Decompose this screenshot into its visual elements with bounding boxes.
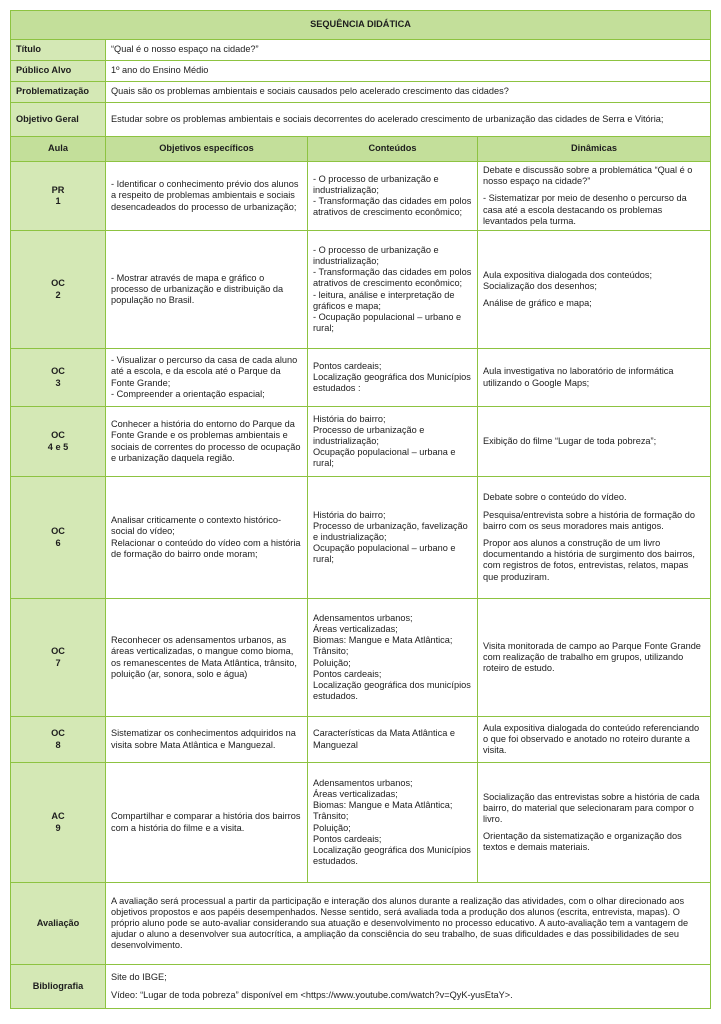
objetivos-cell: [106, 763, 308, 883]
aula-cell: [11, 231, 106, 349]
dinamicas-item: Pesquisa/entrevista sobre a história de formação do bairro com os seus moradores mais antigos.: [483, 509, 695, 531]
aula-cell: [11, 162, 106, 231]
conteudos-item: Pontos cardeais;: [313, 668, 382, 679]
aula-number: 1: [55, 196, 61, 207]
aula-cell: [11, 349, 106, 407]
dinamicas-item: Aula expositiva dialogada dos conteúdos; Socialização dos desenhos;: [483, 269, 653, 291]
dinamicas-cell: [478, 349, 711, 407]
conteudos-item: Áreas verticalizadas;: [313, 623, 398, 634]
table-row: [11, 162, 711, 231]
conteudos-cell: [308, 162, 478, 231]
objetivos-item: Analisar criticamente o contexto histórico-social do vídeo;: [111, 515, 282, 537]
table-row: [11, 407, 711, 477]
column-header-row: [11, 137, 711, 162]
dinamicas-item: Exibição do filme “Lugar de toda pobreza”;: [483, 435, 657, 446]
publico-value: 1º ano do Ensino Médio: [106, 61, 711, 82]
conteudos-item: Trânsito;: [313, 811, 349, 822]
aula-number: 3: [55, 377, 61, 388]
table-row: [11, 763, 711, 883]
conteudos-item: - O processo de urbanização e industrialização;: [313, 244, 439, 266]
column-header: Objetivos específicos: [106, 137, 308, 162]
objetivos-item: Conhecer a história do entorno do Parque da Fonte Grande e os problemas ambientais e sociais de correntes do processo de ocupação e urbanização daquela região.: [111, 419, 301, 463]
conteudos-item: Poluição;: [313, 657, 351, 668]
conteudos-item: História do bairro;: [313, 509, 386, 520]
dinamicas-cell: [478, 162, 711, 231]
conteudos-cell: [308, 349, 478, 407]
conteudos-item: Biomas: Mangue e Mata Atlântica;: [313, 800, 453, 811]
dinamicas-cell: [478, 477, 711, 599]
conteudos-cell: [308, 599, 478, 717]
aula-number: 8: [55, 739, 61, 750]
dinamicas-item: - Sistematizar por meio de desenho o percurso da casa até a escola destacando os problemas levantados pela turma.: [483, 193, 687, 226]
conteudos-item: Características da Mata Atlântica e Manguezal: [313, 728, 455, 750]
aula-type: PR: [51, 184, 65, 195]
avaliacao-text: A avaliação será processual a partir da participação e interação dos alunos durante a realização das atividades, com o olhar direcionado aos objetivos propostos e aos papéis desempenhados. Nesse sentido, será avaliada toda a produção dos alunos (escrita, entrevista, mapas). O próprio aluno pode se auto-avaliar considerando sua atuação e desenvolvimento no processo educativo. A auto-avaliação tem a vantagem de ajudar o aluno a desenvolver sua autocrítica, a ampliação da consciência do seu trabalho, de suas dificuldades e das possibilidades de seu desenvolvimento.: [106, 883, 711, 965]
conteudos-cell: [308, 407, 478, 477]
conteudos-item: - leitura, análise e interpretação de gráficos e mapa;: [313, 289, 455, 311]
conteudos-item: - O processo de urbanização e industrialização;: [313, 173, 439, 195]
dinamicas-item: Orientação da sistematização e organização dos textos e demais materiais.: [483, 831, 682, 853]
objetivo-value: Estudar sobre os problemas ambientais e sociais decorrentes do acelerado crescimento de urbanização das cidades de Serra e Vitória;: [106, 103, 711, 137]
objetivos-cell: [106, 717, 308, 763]
aula-number: 2: [55, 289, 61, 300]
conteudos-item: Pontos cardeais;: [313, 833, 382, 844]
titulo-label: Título: [11, 40, 106, 61]
table-row: [11, 231, 711, 349]
conteudos-item: Ocupação populacional – urbano e rural;: [313, 543, 456, 565]
conteudos-item: Adensamentos urbanos;: [313, 612, 413, 623]
conteudos-cell: [308, 477, 478, 599]
aula-type: AC: [51, 811, 65, 822]
conteudos-cell: [308, 231, 478, 349]
dinamicas-item: Aula expositiva dialogada do conteúdo referenciando o que foi observado e anotado no roteiro durante a visita.: [483, 722, 700, 756]
lesson-plan-table: [10, 10, 711, 1009]
conteudos-item: Trânsito;: [313, 646, 349, 657]
aula-number: 4 e 5: [47, 441, 69, 452]
conteudos-item: Áreas verticalizadas;: [313, 788, 398, 799]
dinamicas-cell: [478, 763, 711, 883]
conteudos-item: - Transformação das cidades em polos atrativos de crescimento econômico;: [313, 196, 472, 218]
conteudos-cell: [308, 763, 478, 883]
objetivos-cell: [106, 477, 308, 599]
problematizacao-label: Problematização: [11, 82, 106, 103]
objetivos-cell: [106, 349, 308, 407]
conteudos-item: Poluição;: [313, 822, 351, 833]
conteudos-item: Ocupação populacional – urbana e rural;: [313, 447, 456, 469]
objetivos-item: Relacionar o conteúdo do vídeo com a história de formação do bairro onde moram;: [111, 537, 301, 559]
aula-cell: [11, 599, 106, 717]
objetivos-cell: [106, 407, 308, 477]
column-header: Conteúdos: [308, 137, 478, 162]
dinamicas-cell: [478, 407, 711, 477]
dinamicas-item: Socialização das entrevistas sobre a história de cada bairro, do material que selecionaram para compor o livro.: [483, 791, 700, 824]
aula-number: 7: [55, 657, 61, 668]
dinamicas-item: Propor aos alunos a construção de um livro documentando a história de surgimento dos bairros, com registros de fotos, entrevistas, relatos, mapas que produziram.: [483, 537, 695, 582]
objetivos-cell: [106, 231, 308, 349]
aula-cell: [11, 717, 106, 763]
dinamicas-cell: [478, 231, 711, 349]
aula-cell: [11, 477, 106, 599]
objetivos-item: - Identificar o conhecimento prévio dos alunos a respeito de problemas ambientais e sociais desencadeados do processo de urbanização;: [111, 179, 299, 212]
table-row: [11, 599, 711, 717]
publico-label: Público Alvo: [11, 61, 106, 82]
aula-cell: [11, 763, 106, 883]
conteudos-item: Processo de urbanização e industrialização;: [313, 424, 425, 446]
objetivos-item: Sistematizar os conhecimentos adquiridos na visita sobre Mata Atlântica e Manguezal.: [111, 728, 296, 750]
objetivos-cell: [106, 599, 308, 717]
dinamicas-item: Debate sobre o conteúdo do vídeo.: [483, 492, 627, 503]
aula-type: OC: [51, 646, 65, 657]
dinamicas-item: Visita monitorada de campo ao Parque Fonte Grande com realização de trabalho em grupos, utilizando roteiro de estudo.: [483, 640, 701, 674]
problematizacao-value: Quais são os problemas ambientais e sociais causados pelo acelerado crescimento das cidades?: [106, 82, 711, 103]
objetivos-item: - Compreender a orientação espacial;: [111, 388, 265, 399]
conteudos-item: Localização geográfica dos Municípios estudados :: [313, 371, 471, 394]
dinamicas-item: Análise de gráfico e mapa;: [483, 298, 592, 309]
column-header: Aula: [11, 137, 106, 162]
conteudos-item: Pontos cardeais;: [313, 360, 382, 371]
dinamicas-cell: [478, 717, 711, 763]
objetivos-item: Compartilhar e comparar a história dos bairros com a história do filme e a visita.: [111, 811, 301, 833]
dinamicas-cell: [478, 599, 711, 717]
conteudos-item: Localização geográfica dos municípios estudados.: [313, 680, 471, 702]
table-row: [11, 477, 711, 599]
aula-type: OC: [51, 728, 65, 739]
aula-number: 6: [55, 537, 61, 548]
bibliografia-item: Vídeo: “Lugar de toda pobreza” disponível em <https://www.youtube.com/watch?v=QyK-yusEtaY>.: [111, 989, 513, 1000]
dinamicas-item: Aula investigativa no laboratório de informática utilizando o Google Maps;: [483, 366, 674, 388]
aula-type: OC: [51, 526, 65, 537]
document-title: SEQUÊNCIA DIDÁTICA: [11, 11, 711, 40]
conteudos-item: - Ocupação populacional – urbano e rural;: [313, 312, 462, 334]
conteudos-item: Processo de urbanização, favelização e industrialização;: [313, 520, 468, 542]
bibliografia-label: Bibliografia: [11, 965, 106, 1009]
table-row: [11, 717, 711, 763]
lesson-rows: [11, 162, 711, 883]
conteudos-item: Localização geográfica dos Municípios estudados.: [313, 845, 471, 867]
column-header: Dinâmicas: [478, 137, 711, 162]
conteudos-cell: [308, 717, 478, 763]
avaliacao-label: Avaliação: [11, 883, 106, 965]
conteudos-item: Biomas: Mangue e Mata Atlântica;: [313, 635, 453, 646]
conteudos-item: - Transformação das cidades em polos atrativos de crescimento econômico;: [313, 267, 472, 289]
aula-cell: [11, 407, 106, 477]
bibliografia-cell: [106, 965, 711, 1009]
objetivo-label: Objetivo Geral: [11, 103, 106, 137]
lesson-plan-document: [10, 10, 710, 1009]
conteudos-item: Adensamentos urbanos;: [313, 777, 413, 788]
bibliografia-item: Site do IBGE;: [111, 972, 167, 983]
aula-type: OC: [51, 366, 65, 377]
objetivos-item: - Mostrar através de mapa e gráfico o processo de urbanização e distribuição da população no Brasil.: [111, 272, 284, 306]
aula-type: OC: [51, 430, 65, 441]
titulo-value: “Qual é o nosso espaço na cidade?”: [106, 40, 711, 61]
objetivos-item: - Visualizar o percurso da casa de cada aluno até a escola, e da escola até o Parque da Fonte Grande;: [111, 355, 298, 388]
objetivos-cell: [106, 162, 308, 231]
dinamicas-item: Debate e discussão sobre a problemática “Qual é o nosso espaço na cidade?”: [483, 165, 693, 187]
aula-type: OC: [51, 278, 65, 289]
aula-number: 9: [55, 822, 61, 833]
conteudos-item: História do bairro;: [313, 413, 386, 424]
objetivos-item: Reconhecer os adensamentos urbanos, as áreas verticalizadas, o mangue como bioma, os remanescentes de Mata Atlântica, trânsito, poluição (ar, sonora, solo e água): [111, 635, 297, 679]
table-row: [11, 349, 711, 407]
